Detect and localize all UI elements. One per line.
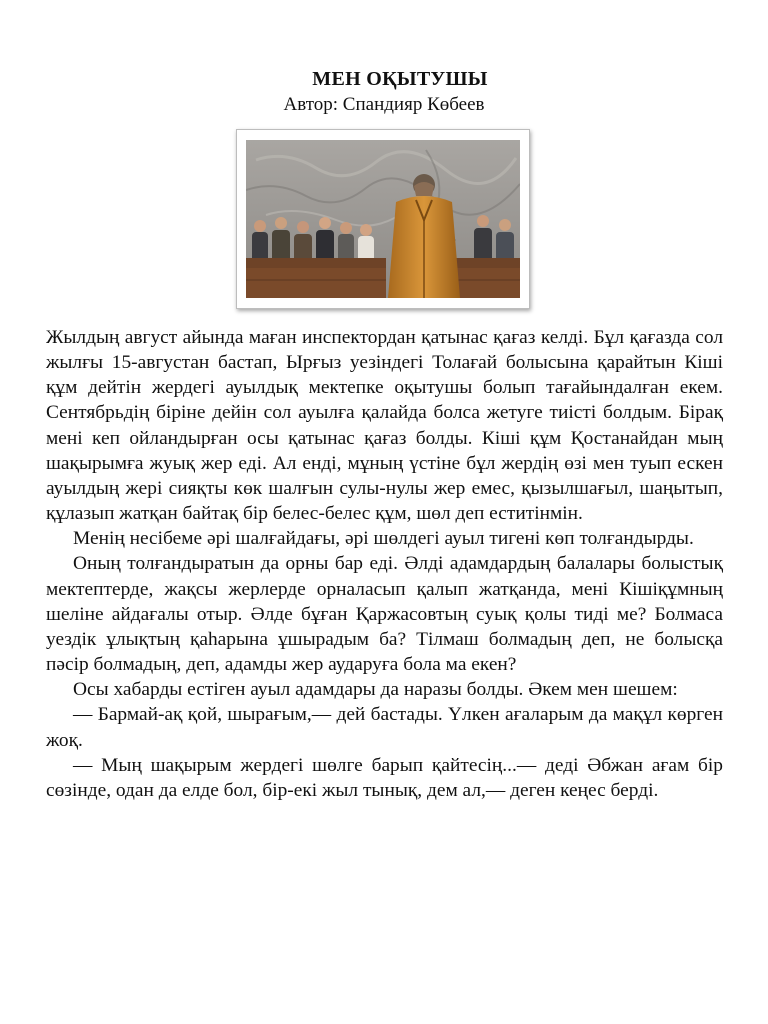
paragraph: Менің несібеме әрі шалғайдағы, әрі шөлдегі ауыл тигені көп толғандырды. <box>73 528 694 550</box>
classroom-illustration-icon <box>246 140 520 298</box>
paragraph: Оның толғандыратын да орны бар еді. Әлді адамдардың балалары болыстық мектептерде, жақсы жерлерде орналасып қалып жатқанда, мені Кішіқұмның шеліне айдағалы отыр. Әлде бұған Қаржасовтың суық қолы тиді ме? Болмаса уездік ұлықтың қаһарына ұшырадым ба? Тілмаш болмадың деп, не болысқа пәсір болмадың, деп, адамды жер аударуға бола ма екен? <box>46 553 723 676</box>
author-line: Автор: Спандияр Көбеев <box>283 94 485 115</box>
paragraph: — Бармай-ақ қой, шырағым,— дей бастады. Үлкен ағаларым да мақұл көрген жоқ. <box>46 704 723 751</box>
paragraph: Жылдың август айында маған инспектордан қатынас қағаз келді. Бұл қағазда сол жылғы 15-августан бастап, Ырғыз уезіндегі Толағай болысына қарайтын Кіші құм дейтін жердегі ауылдық мектепке оқытушы болып тағайындалған екем. Сентябрьдің біріне дейін сол ауылға қалайда болса жетуге тиісті болдым. Бірақ мені кеп ойландырған осы қатынас қағаз болды. Кіші құм Қостанайдан мың шақырымға жуық жер еді. Ал енді, мұның үстіне бұл жердің өзі мен туып ескен ауылдың жері сияқты көк шалғын сулы-нулы жер емес, қызылшағыл, шаңытып, құлазып жатқан байтақ бір белес-белес құм, шөл деп еститінмін. <box>46 327 723 525</box>
document-title: МЕН ОҚЫТУШЫ <box>312 68 488 90</box>
article-body <box>46 325 723 803</box>
paragraph: Осы хабарды естіген ауыл адамдары да наразы болды. Әкем мен шешем: <box>73 679 678 701</box>
paragraph: — Мың шақырым жердегі шөлге барып қайтесің...— деді Әбжан ағам бір сөзінде, одан да елде бол, бір-екі жыл тынық, дем ал,— деген кеңес берді. <box>46 754 723 801</box>
illustration-frame <box>236 129 530 309</box>
